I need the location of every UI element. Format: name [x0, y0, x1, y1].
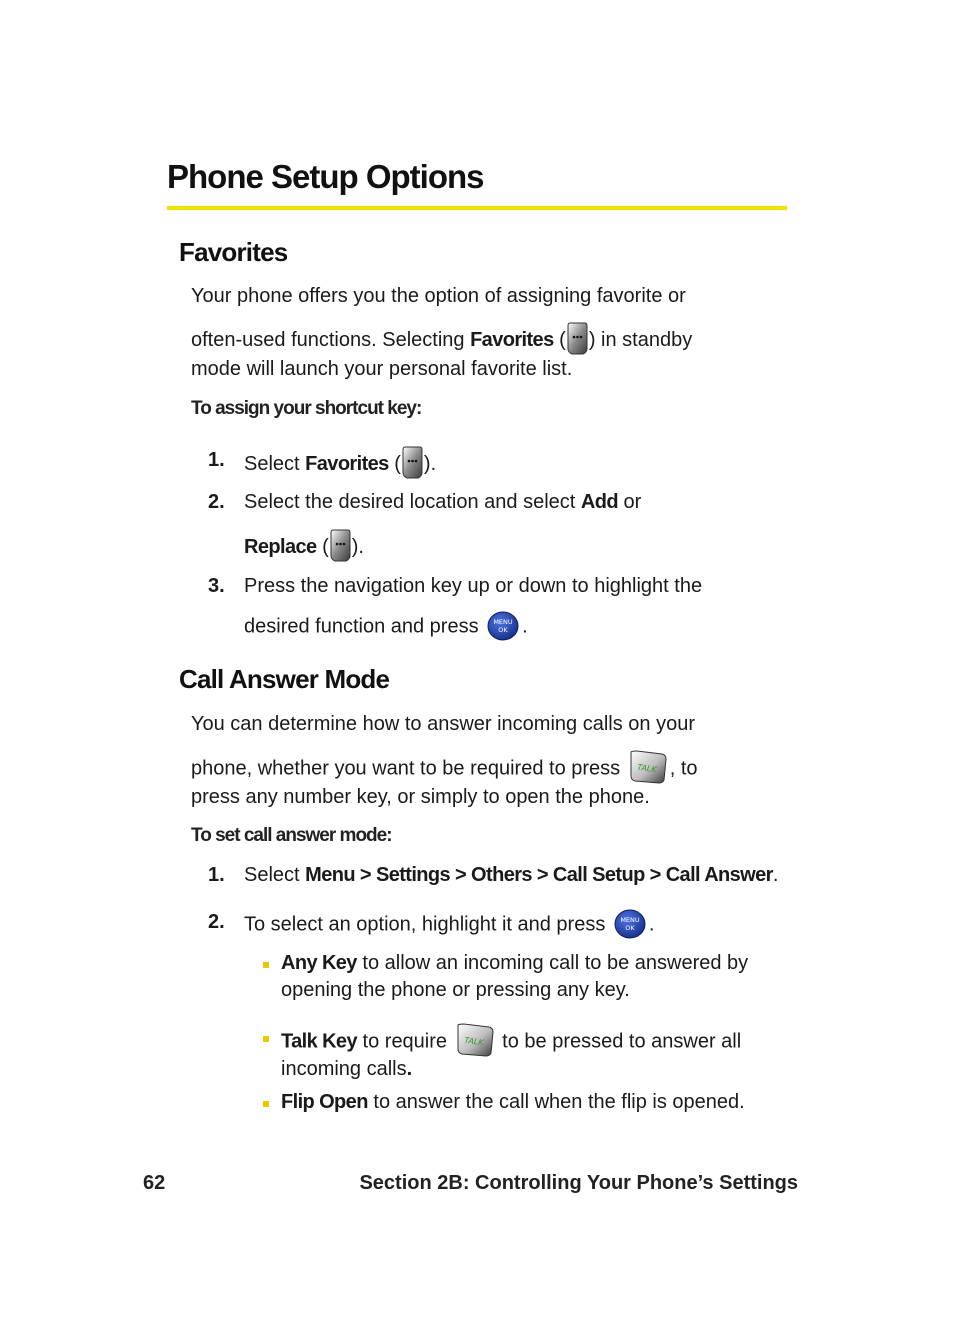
menu-ok-label-bottom: OK — [498, 626, 508, 634]
text-segment: ) in standby — [588, 328, 693, 351]
talk-key-icon — [456, 1023, 494, 1057]
menu-ok-label-top: MENU — [620, 916, 640, 924]
text-segment: Select the desired location and select — [244, 491, 581, 513]
replace-label: Replace — [244, 535, 317, 558]
menu-ok-icon — [614, 909, 646, 939]
bullet-icon — [263, 1036, 269, 1042]
favorites-label: Favorites — [470, 328, 554, 351]
page-title: Phone Setup Options — [167, 158, 484, 195]
step-number: 1. — [208, 449, 225, 471]
text-segment: , to — [669, 757, 698, 780]
text-segment: Select — [244, 864, 306, 886]
text-segment: to require — [356, 1030, 453, 1053]
set-call-answer-subheading: To set call answer mode: — [191, 825, 392, 846]
call-answer-intro-line1: You can determine how to answer incoming calls on your — [191, 713, 695, 735]
favorites-intro-line1: Your phone offers you the option of assigning favorite or — [191, 285, 686, 307]
step-number: 3. — [208, 575, 225, 597]
any-key-label: Any Key — [281, 952, 357, 974]
bullet-icon — [263, 962, 269, 968]
text-segment: . — [772, 864, 779, 886]
step-number: 1. — [208, 864, 225, 886]
text-segment: ( — [316, 535, 329, 558]
talk-key-label: TALK — [463, 1035, 484, 1048]
talk-key-label: TALK — [636, 762, 657, 775]
text-segment: to allow an incoming call to be answered by — [356, 952, 749, 974]
text-segment: . — [522, 615, 528, 638]
page-number: 62 — [143, 1172, 166, 1194]
favorites-step-3-line1: Press the navigation key up or down to highlight the — [244, 575, 703, 597]
soft-key-icon — [402, 446, 423, 479]
call-answer-step-1 — [244, 863, 778, 887]
text-segment: to be pressed to answer all — [496, 1030, 742, 1053]
bullet-icon — [263, 1101, 269, 1107]
option-flip-open — [281, 1090, 745, 1114]
text-segment: . — [406, 1058, 412, 1080]
talk-key-icon — [629, 750, 667, 784]
assign-shortcut-subheading: To assign your shortcut key: — [191, 398, 422, 419]
call-answer-intro-line2 — [191, 752, 698, 786]
text-segment: desired function and press — [244, 615, 485, 638]
favorites-heading: Favorites — [179, 237, 288, 267]
menu-ok-label-top: MENU — [493, 618, 513, 626]
favorites-label: Favorites — [305, 452, 389, 475]
soft-key-icon — [330, 529, 351, 562]
favorites-step-2-line1 — [244, 490, 641, 514]
text-segment: ( — [553, 328, 566, 351]
talk-key-text-label: Talk Key — [281, 1030, 357, 1053]
option-talk-key-line2 — [281, 1057, 412, 1081]
text-segment: . — [648, 913, 655, 936]
menu-path: Menu > Settings > Others > Call Setup > Call Answer — [305, 864, 773, 886]
call-answer-step-2 — [244, 910, 654, 940]
soft-key-icon — [567, 322, 588, 355]
text-segment: Select — [244, 452, 306, 475]
text-segment: ). — [351, 535, 364, 558]
step-number: 2. — [208, 491, 225, 513]
option-any-key-line2: opening the phone or pressing any key. — [281, 979, 630, 1001]
option-talk-key-line1 — [281, 1025, 741, 1059]
call-answer-heading: Call Answer Mode — [179, 664, 390, 694]
call-answer-intro-line3: press any number key, or simply to open the phone. — [191, 786, 650, 808]
favorites-step-1 — [244, 448, 436, 481]
section-footer: Section 2B: Controlling Your Phone’s Settings — [359, 1172, 798, 1194]
text-segment: to answer the call when the flip is opened. — [367, 1091, 745, 1113]
add-label: Add — [580, 491, 618, 513]
option-any-key-line1 — [281, 951, 748, 975]
favorites-intro-line3: mode will launch your personal favorite list. — [191, 358, 573, 380]
menu-ok-label-bottom: OK — [625, 924, 635, 932]
text-segment: To select an option, highlight it and press — [244, 913, 611, 936]
text-segment: phone, whether you want to be required to press — [191, 757, 626, 780]
text-segment: or — [617, 491, 642, 513]
favorites-step-2-line2 — [244, 531, 364, 564]
title-underline — [167, 206, 787, 210]
step-number: 2. — [208, 911, 225, 933]
menu-ok-icon — [487, 611, 519, 641]
text-segment: often-used functions. Selecting — [191, 328, 471, 351]
favorites-intro-line2 — [191, 324, 692, 357]
favorites-step-3-line2 — [244, 612, 528, 642]
text-segment: incoming calls — [281, 1058, 407, 1080]
text-segment: ). — [423, 452, 437, 475]
flip-open-label: Flip Open — [281, 1091, 368, 1113]
text-segment: ( — [388, 452, 401, 475]
